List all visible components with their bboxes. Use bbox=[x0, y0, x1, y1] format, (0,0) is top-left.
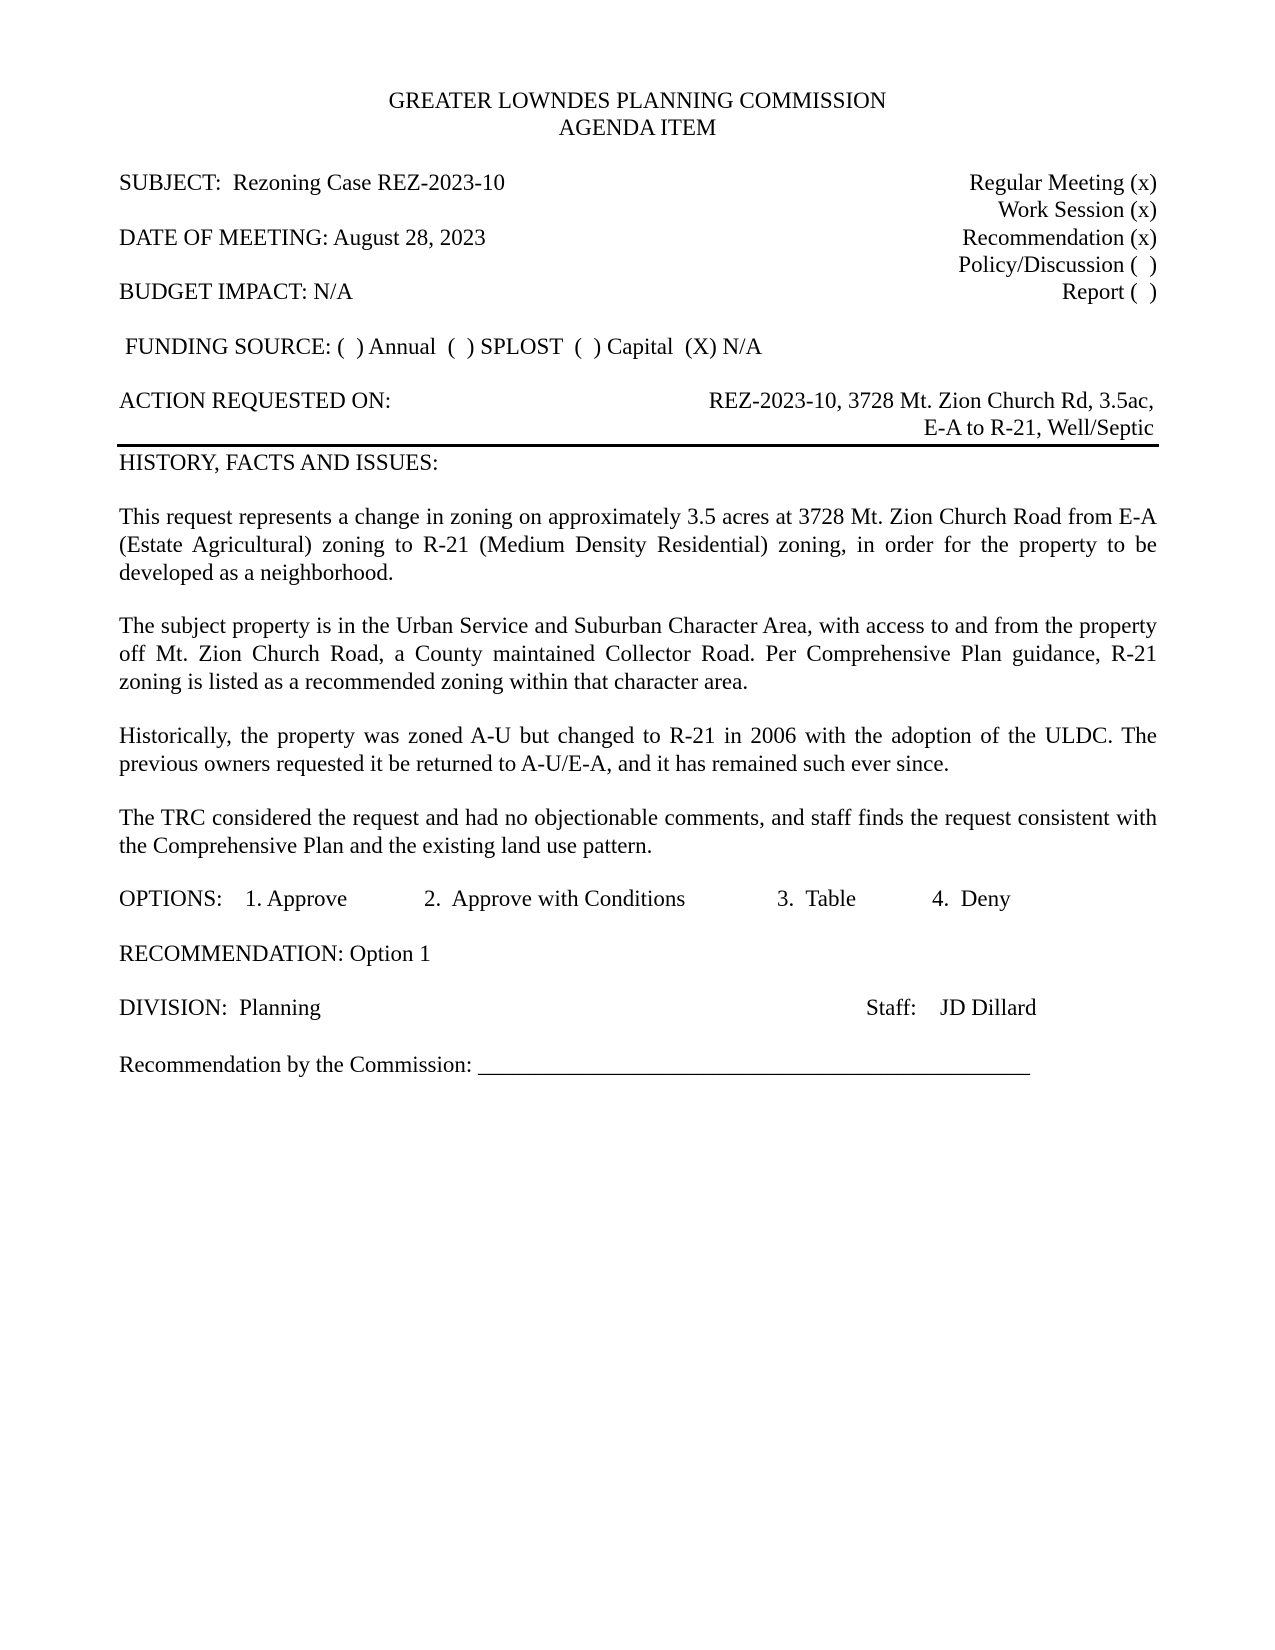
staff-name: JD Dillard bbox=[940, 995, 1037, 1020]
paragraph-request: This request represents a change in zoning on approximately 3.5 acres at 3728 Mt. Zion Church Road from E-A (Estate Agricultural) zoning to R-21 (Medium Density Residential) zoning, in order for the property to be developed as a neighborhood. bbox=[119, 504, 1157, 585]
paragraph-history: Historically, the property was zoned A-U but changed to R-21 in 2006 with the adoption of the ULDC. The previous owners requested it be returned to A-U/E-A, and it has remained such ever since. bbox=[119, 723, 1157, 776]
option-approve-with-conditions: 2. Approve with Conditions bbox=[424, 886, 686, 911]
staff-label: Staff: bbox=[866, 995, 917, 1020]
recommendation: RECOMMENDATION: Option 1 bbox=[119, 941, 431, 966]
section-divider bbox=[117, 444, 1159, 447]
paragraph-character-area: The subject property is in the Urban Service and Suburban Character Area, with access to and from the property off Mt. Zion Church Road, a County maintained Collector Road. Per Comprehensive Plan guidance, R-21 zoning is listed as a recommended zoning within that character area. bbox=[119, 613, 1157, 694]
history-heading: HISTORY, FACTS AND ISSUES: bbox=[119, 450, 439, 475]
paragraph-trc: The TRC considered the request and had no objectionable comments, and staff finds the request consistent with the Comprehensive Plan and the existing land use pattern. bbox=[119, 805, 1157, 858]
action-requested-line1: REZ-2023-10, 3728 Mt. Zion Church Rd, 3.5ac, bbox=[708, 388, 1154, 413]
budget-impact: BUDGET IMPACT: N/A bbox=[119, 279, 353, 304]
meeting-type-regular: Regular Meeting (x) bbox=[969, 170, 1157, 195]
date-of-meeting: DATE OF MEETING: August 28, 2023 bbox=[119, 225, 486, 250]
option-deny: 4. Deny bbox=[932, 886, 1011, 911]
options-label: OPTIONS: bbox=[119, 886, 223, 911]
option-approve: 1. Approve bbox=[245, 886, 348, 911]
meeting-type-recommendation: Recommendation (x) bbox=[962, 225, 1157, 250]
commission-recommendation: Recommendation by the Commission: ________________________________________________ bbox=[119, 1052, 1031, 1077]
funding-source: FUNDING SOURCE: ( ) Annual ( ) SPLOST ( ) Capital (X) N/A bbox=[125, 334, 763, 359]
meeting-type-work-session: Work Session (x) bbox=[997, 197, 1157, 222]
meeting-type-policy: Policy/Discussion ( ) bbox=[958, 252, 1157, 277]
document-title: GREATER LOWNDES PLANNING COMMISSION bbox=[388, 88, 887, 113]
document-subtitle: AGENDA ITEM bbox=[558, 115, 717, 140]
option-table: 3. Table bbox=[777, 886, 857, 911]
subject-line: SUBJECT: Rezoning Case REZ-2023-10 bbox=[119, 170, 505, 195]
action-requested-line2: E-A to R-21, Well/Septic bbox=[923, 415, 1154, 440]
action-requested-label: ACTION REQUESTED ON: bbox=[119, 388, 392, 413]
meeting-type-report: Report ( ) bbox=[1061, 279, 1157, 304]
division: DIVISION: Planning bbox=[119, 995, 321, 1020]
